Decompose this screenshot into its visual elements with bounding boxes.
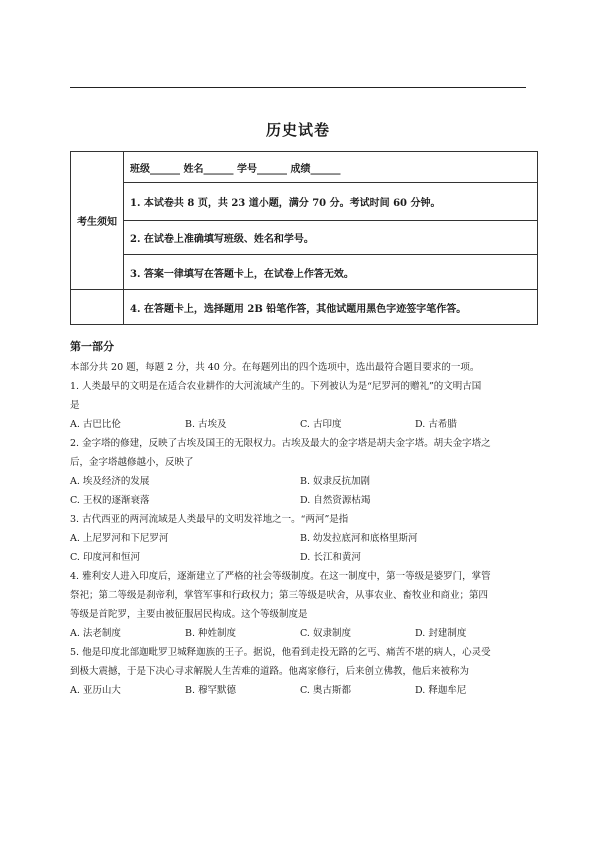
question-4-option-d: D. 封建制度 [415, 628, 467, 639]
question-1-options [70, 415, 530, 434]
header-rule [70, 87, 526, 88]
question-2-options-row-1 [70, 472, 530, 491]
question-4-stem-line-2: 祭祀；第二等级是刹帝利，掌管军事和行政权力；第三等级是吠舍，从事农业、畜牧业和商业；第四 [70, 590, 489, 601]
notice-rule-3: 3. 答案一律填写在答题卡上，在试卷上作答无效。 [124, 255, 538, 290]
question-2-options-row-2 [70, 491, 530, 510]
question-3-option-b: B. 幼发拉底河和底格里斯河 [300, 533, 418, 544]
question-5-option-c: C. 奥古斯都 [300, 685, 351, 696]
notice-rule-1: 1. 本试卷共 8 页，共 23 道小题，满分 70 分。考试时间 60 分钟。 [124, 183, 538, 221]
question-5-option-a: A. 亚历山大 [70, 685, 121, 696]
question-3-options-row-2 [70, 548, 530, 567]
question-4-stem-line-3: 等级是首陀罗，主要由被征服居民构成。这个等级制度是 [70, 609, 308, 620]
question-3-option-c: C. 印度河和恒河 [70, 552, 140, 563]
page-title: 历史试卷 [265, 121, 330, 139]
notice-rule-2: 2. 在试卷上准确填写班级、姓名和学号。 [124, 221, 538, 255]
question-2-option-c: C. 王权的逐渐衰落 [70, 495, 150, 506]
question-list [70, 358, 530, 700]
question-1-option-b: B. 古埃及 [185, 419, 227, 430]
question-5-stem-line-2: 到极大震撼，于是下决心寻求解脱人生苦难的道路。他离家修行，后来创立佛教，他后来被称为 [70, 666, 470, 677]
question-5-option-d: D. 释迦牟尼 [415, 685, 467, 696]
student-info-row: 班级______ 姓名______ 学号______ 成绩______ [124, 152, 538, 183]
question-1-option-d: D. 古希腊 [415, 419, 457, 430]
question-5-option-b: B. 穆罕默德 [185, 685, 237, 696]
section-title: 第一部分 [70, 340, 114, 353]
question-3-options-row-1 [70, 529, 530, 548]
question-5-options [70, 681, 530, 700]
question-1-stem-line-2: 是 [70, 400, 80, 411]
notice-side-empty [71, 290, 124, 325]
notice-side-label: 考生须知 [71, 152, 124, 290]
question-4-stem-line-1: 4. 雅利安人进入印度后，逐渐建立了严格的社会等级制度。在这一制度中，第一等级是婆罗门，掌管 [70, 571, 491, 582]
section-intro: 本部分共 20 题，每题 2 分，共 40 分。在每题列出的四个选项中，选出最符合题目要求的一项。 [70, 362, 480, 373]
question-3-option-a: A. 上尼罗河和下尼罗河 [70, 533, 169, 544]
question-1-option-a: A. 古巴比伦 [70, 419, 121, 430]
question-4-option-a: A. 法老制度 [70, 628, 121, 639]
question-2-option-b: B. 奴隶反抗加剧 [300, 476, 371, 487]
question-2-stem-line-2: 后，金字塔越修越小，反映了 [70, 457, 194, 468]
question-1-stem-line-1: 1. 人类最早的文明是在适合农业耕作的大河流域产生的。下列被认为是“尼罗河的赠礼”的文明古国 [70, 381, 482, 392]
notice-table [70, 151, 538, 325]
question-4-option-b: B. 种姓制度 [185, 628, 237, 639]
question-3-stem: 3. 古代西亚的两河流域是人类最早的文明发祥地之一。“两河”是指 [70, 514, 349, 525]
question-2-stem-line-1: 2. 金字塔的修建，反映了古埃及国王的无限权力。古埃及最大的金字塔是胡夫金字塔。胡夫金字塔之 [70, 438, 491, 449]
question-4-option-c: C. 奴隶制度 [300, 628, 351, 639]
notice-rule-4: 4. 在答题卡上，选择题用 2B 铅笔作答，其他试题用黑色字迹签字笔作答。 [124, 290, 538, 325]
question-3-option-d: D. 长江和黄河 [300, 552, 361, 563]
question-2-option-a: A. 埃及经济的发展 [70, 476, 150, 487]
question-4-options [70, 624, 530, 643]
question-5-stem-line-1: 5. 他是印度北部迦毗罗卫城释迦族的王子。据说，他看到走投无路的乞丐、痛苦不堪的病人，心灵受 [70, 647, 491, 658]
question-2-option-d: D. 自然资源枯竭 [300, 495, 371, 506]
question-1-option-c: C. 古印度 [300, 419, 342, 430]
